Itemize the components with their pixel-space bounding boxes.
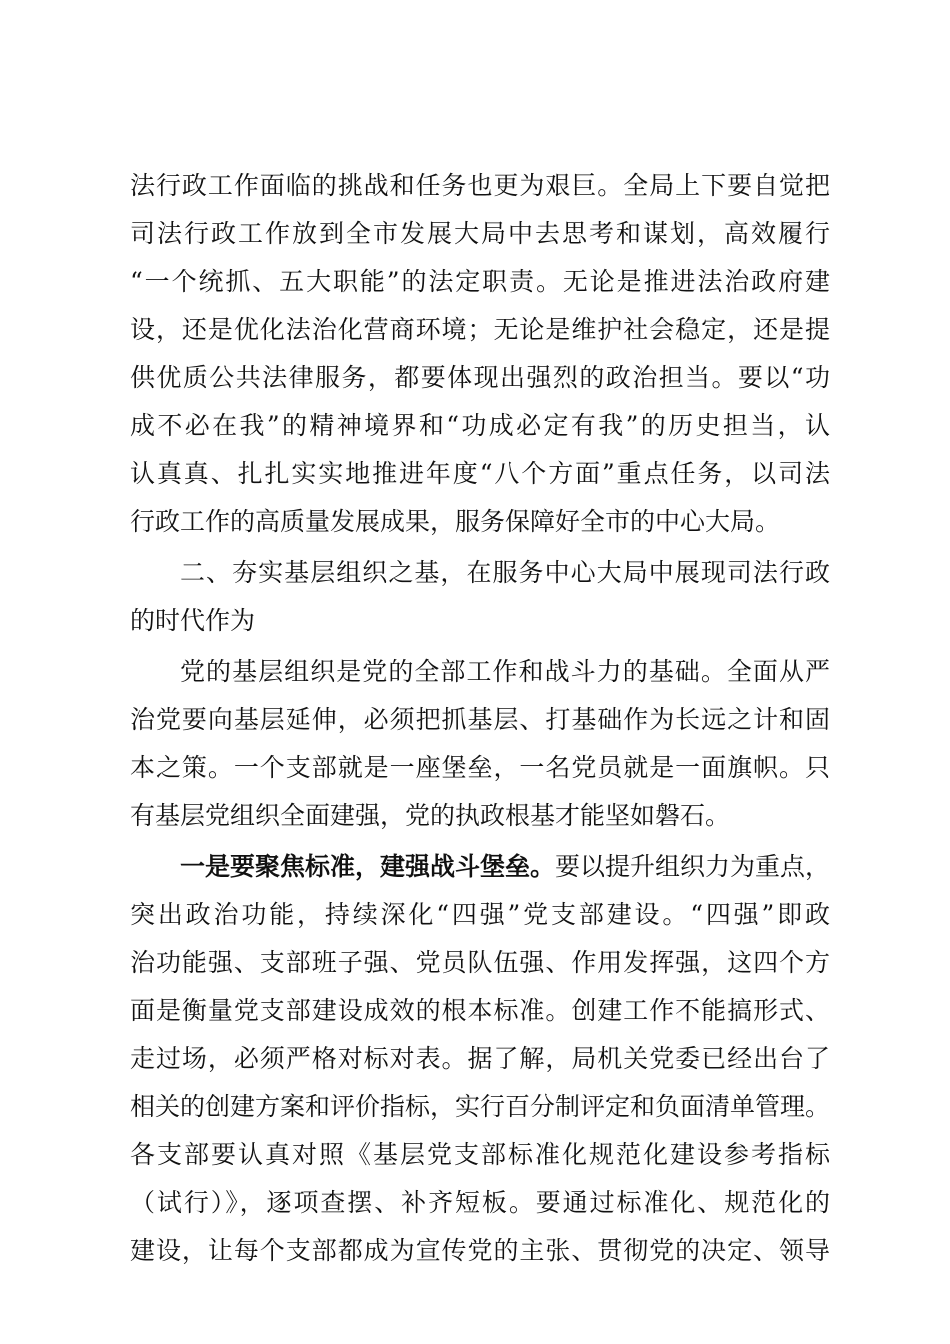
paragraph-line: 治功能强、支部班子强、党员队伍强、作用发挥强，这四个方 bbox=[130, 948, 830, 977]
paragraph-line-with-lead bbox=[130, 843, 830, 891]
paragraph-line: 党的基层组织是党的全部工作和战斗力的基础。全面从严 bbox=[180, 657, 830, 686]
paragraph-line-rest: 要以提升组织力为重点， bbox=[555, 852, 830, 881]
paragraph-line: 供优质公共法律服务，都要体现出强烈的政治担当。要以“功 bbox=[130, 363, 830, 392]
paragraph-line: 本之策。一个支部就是一座堡垒，一名党员就是一面旗帜。只 bbox=[130, 753, 830, 782]
paragraph-line: 建设，让每个支部都成为宣传党的主张、贯彻党的决定、领导 bbox=[130, 1236, 830, 1265]
paragraph-line: 治党要向基层延伸，必须把抓基层、打基础作为长远之计和固 bbox=[130, 705, 830, 734]
paragraph-line: 面是衡量党支部建设成效的根本标准。创建工作不能搞形式、 bbox=[130, 996, 830, 1025]
section-heading-line: 的时代作为 bbox=[130, 606, 256, 635]
paragraph-line: 各支部要认真对照《基层党支部标准化规范化建设参考指标 bbox=[130, 1140, 830, 1169]
paragraph-line: 有基层党组织全面建强，党的执政根基才能坚如磐石。 bbox=[130, 801, 731, 830]
paragraph-line: “一个统抓、五大职能”的法定职责。无论是推进法治政府建 bbox=[130, 267, 830, 296]
paragraph-line: 走过场，必须严格对标对表。据了解，局机关党委已经出台了 bbox=[130, 1044, 830, 1073]
section-heading-line: 二、夯实基层组织之基，在服务中心大局中展现司法行政 bbox=[180, 558, 830, 587]
paragraph-line: 突出政治功能，持续深化“四强”党支部建设。“四强”即政 bbox=[130, 900, 830, 929]
paragraph-line: 成不必在我”的精神境界和“功成必定有我”的历史担当，认 bbox=[130, 411, 830, 440]
paragraph-line: 设，还是优化法治化营商环境；无论是维护社会稳定，还是提 bbox=[130, 315, 830, 344]
paragraph-line: （试行）》，逐项查摆、补齐短板。要通过标准化、规范化的 bbox=[130, 1188, 830, 1217]
paragraph-line: 司法行政工作放到全市发展大局中去思考和谋划，高效履行 bbox=[130, 219, 830, 248]
paragraph-line: 相关的创建方案和评价指标，实行百分制评定和负面清单管理。 bbox=[130, 1092, 830, 1121]
document-body bbox=[130, 162, 830, 1275]
paragraph-line: 法行政工作面临的挑战和任务也更为艰巨。全局上下要自觉把 bbox=[130, 171, 830, 200]
paragraph-line: 认真真、扎扎实实地推进年度“八个方面”重点任务，以司法 bbox=[130, 459, 830, 488]
bold-lead-sentence: 一是要聚焦标准，建强战斗堡垒。 bbox=[180, 852, 556, 881]
paragraph-line: 行政工作的高质量发展成果，服务保障好全市的中心大局。 bbox=[130, 507, 781, 536]
